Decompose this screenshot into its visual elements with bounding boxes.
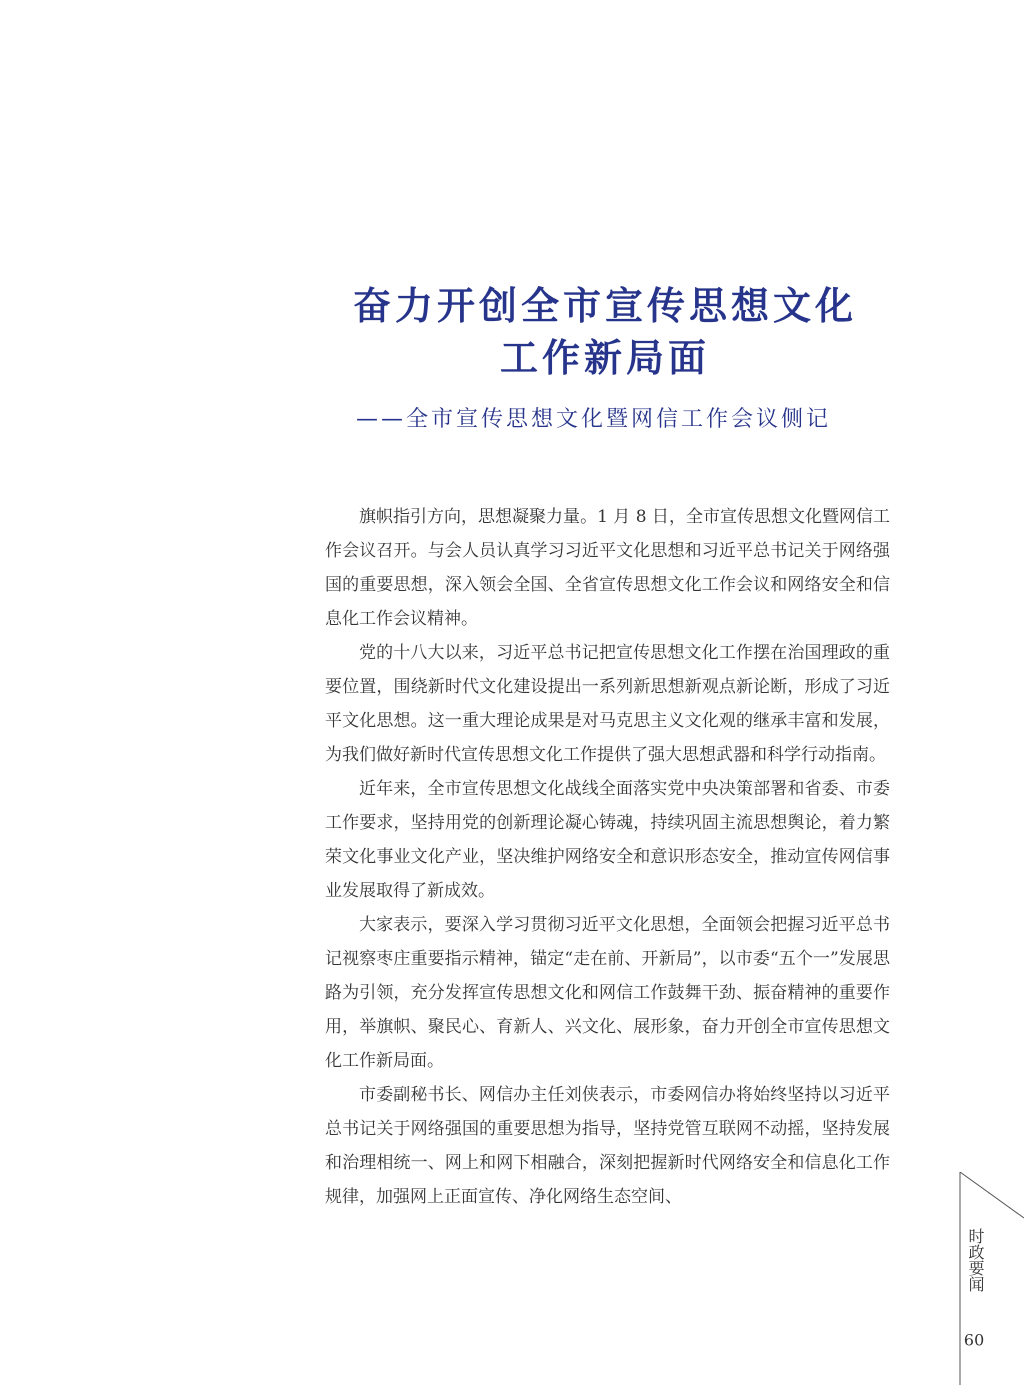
body-paragraph-4: 大家表示，要深入学习贯彻习近平文化思想，全面领会把握习近平总书记视察枣庄重要指示精神，锚定“走在前、开新局”，以市委“五个一”发展思路为引领，充分发挥宣传思想文化和网信工作鼓舞干劲、振奋精神的重要作用，举旗帜、聚民心、育新人、兴文化、展形象，奋力开创全市宣传思想文化工作新局面。: [325, 915, 890, 1071]
page-number: 09: [963, 1330, 985, 1349]
article-title-line-1: 奋力开创全市宣传思想文化: [352, 284, 857, 328]
body-paragraph-1: 旗帜指引方向，思想凝聚力量。1 月 8 日，全市宣传思想文化暨网信工作会议召开。与会人员认真学习习近平文化思想和习近平总书记关于网络强国的重要思想，深入领会全国、全省宣传思想文化工作会议和网络安全和信息化工作会议精神。: [325, 507, 890, 629]
article-body: [325, 500, 890, 1214]
article-title-line-2: 工作新局面: [499, 336, 710, 380]
section-label: 时政要闻: [966, 1228, 985, 1292]
body-paragraph-3: 近年来，全市宣传思想文化战线全面落实党中央决策部署和省委、市委工作要求，坚持用党的创新理论凝心铸魂，持续巩固主流思想舆论，着力繁荣文化事业文化产业，坚决维护网络安全和意识形态安全，推动宣传网信事业发展取得了新成效。: [325, 779, 890, 901]
body-paragraph-2: 党的十八大以来，习近平总书记把宣传思想文化工作摆在治国理政的重要位置，围绕新时代文化建设提出一系列新思想新观点新论断，形成了习近平文化思想。这一重大理论成果是对马克思主义文化观的继承丰富和发展，为我们做好新时代宣传思想文化工作提供了强大思想武器和科学行动指南。: [325, 643, 890, 765]
body-paragraph-5: 市委副秘书长、网信办主任刘侠表示，市委网信办将始终坚持以习近平总书记关于网络强国的重要思想为指导，坚持党管互联网不动摇，坚持发展和治理相统一、网上和网下相融合，深刻把握新时代网络安全和信息化工作规律，加强网上正面宣传、净化网络生态空间、: [325, 1085, 890, 1207]
article-subtitle: ——全市宣传思想文化暨网信工作会议侧记: [356, 407, 832, 432]
article-title: [330, 280, 880, 384]
